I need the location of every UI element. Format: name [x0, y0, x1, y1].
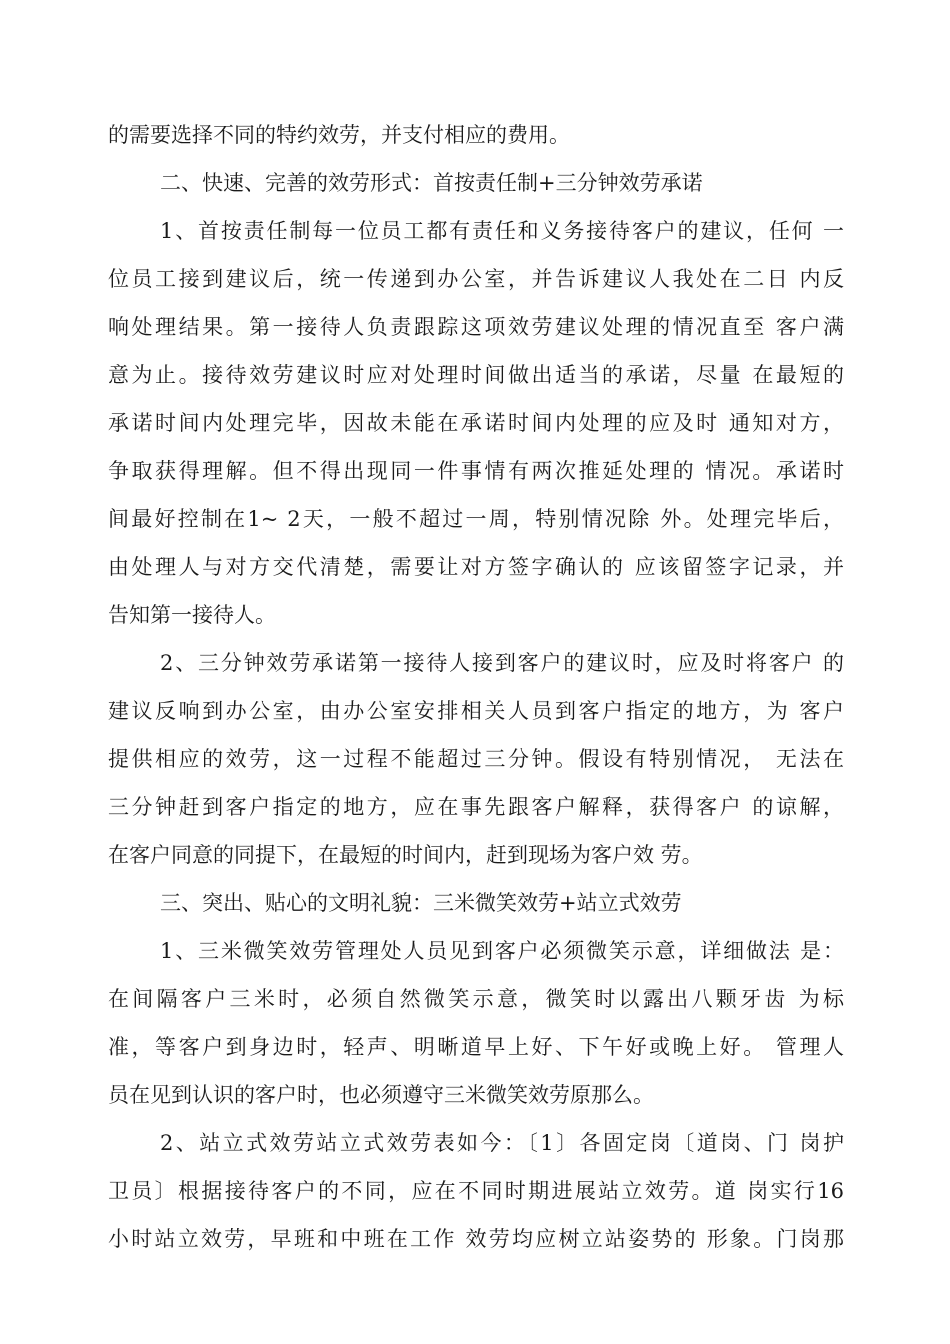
text-line: 在间隔客户三米时，必须自然微笑示意，微笑时以露出八颗牙齿 为标 [108, 987, 844, 1011]
text-line: 提供相应的效劳，这一过程不能超过三分钟。假设有特别情况， 无法在 [108, 747, 844, 771]
text-line: 由处理人与对方交代清楚，需要让对方签字确认的 应该留签字记录，并 [108, 555, 844, 579]
text-line: 响处理结果。第一接待人负责跟踪这项效劳建议处理的情况直至 客户满 [108, 315, 844, 339]
text-line: 争取获得理解。但不得出现同一件事情有两次推延处理的 情况。承诺时 [108, 459, 844, 483]
text-line: 承诺时间内处理完毕，因故未能在承诺时间内处理的应及时 通知对方， [108, 411, 844, 435]
text-line: 1、三米微笑效劳管理处人员见到客户必须微笑示意，详细做法 是： [160, 939, 844, 963]
text-line: 意为止。接待效劳建议时应对处理时间做出适当的承诺，尽量 在最短的 [108, 363, 844, 387]
text-line: 2、站立式效劳站立式效劳表如今：〔1〕各固定岗〔道岗、门 岗护 [160, 1131, 844, 1155]
text-line: 告知第一接待人。 [108, 603, 276, 627]
text-line: 员在见到认识的客户时，也必须遵守三米微笑效劳原那么。 [108, 1083, 654, 1107]
section-heading: 三、突出、贴心的文明礼貌：三米微笑效劳+站立式效劳 [160, 891, 682, 915]
text-line: 2、三分钟效劳承诺第一接待人接到客户的建议时，应及时将客户 的 [160, 651, 844, 675]
text-line: 的需要选择不同的特约效劳，并支付相应的费用。 [108, 123, 570, 147]
text-line: 建议反响到办公室，由办公室安排相关人员到客户指定的地方，为 客户 [108, 699, 844, 723]
text-line: 准，等客户到身边时，轻声、明晰道早上好、下午好或晚上好。 管理人 [108, 1035, 844, 1059]
text-line: 三分钟赶到客户指定的地方，应在事先跟客户解释，获得客户 的谅解， [108, 795, 844, 819]
text-line: 间最好控制在1~ 2天，一般不超过一周，特别情况除 外。处理完毕后， [108, 507, 844, 531]
text-line: 小时站立效劳，早班和中班在工作 效劳均应树立站姿势的 形象。门岗那 [108, 1227, 844, 1251]
text-line: 1、首按责任制每一位员工都有责任和义务接待客户的建议，任何 一 [160, 219, 844, 243]
section-heading: 二、快速、完善的效劳形式：首按责任制+三分钟效劳承诺 [160, 171, 703, 195]
text-line: 位员工接到建议后，统一传递到办公室，并告诉建议人我处在二日 内反 [108, 267, 844, 291]
text-line: 卫员〕根据接待客户的不同，应在不同时期进展站立效劳。道 岗实行16 [108, 1179, 844, 1203]
text-line: 在客户同意的同提下，在最短的时间内，赶到现场为客户效 劳。 [108, 843, 703, 867]
